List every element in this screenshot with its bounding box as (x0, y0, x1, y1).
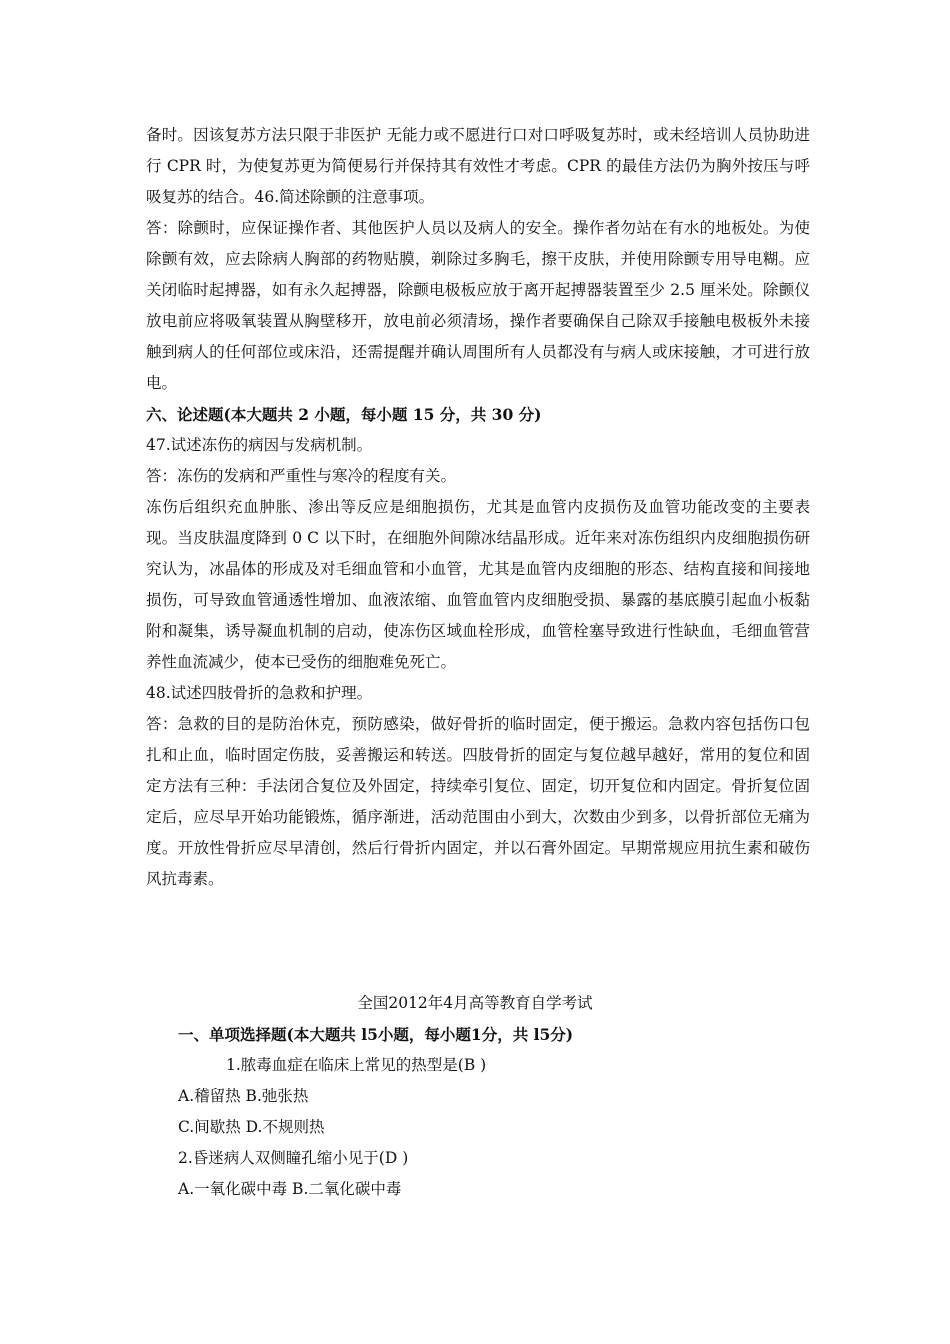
answer-47-body: 冻伤后组织充血肿胀、渗出等反应是细胞损伤，尤其是血管内皮损伤及血管功能改变的主要表现。当皮肤温度降到 0 C 以下时，在细胞外间隙冰结晶形成。近年来对冻伤组织内皮细胞损伤研究认为，冰晶体的形成及对毛细血管和小血管，尤其是血管内皮细胞的形态、结构直接和间接地损伤，可导致血管通透性增加、血液浓缩、血管血管内皮细胞受损、暴露的基底膜引起血小板黏附和凝集，诱导凝血机制的启动，使冻伤区域血栓形成，血管栓塞导致进行性缺血，毛细血管营养性血流减少，使本已受伤的细胞难免死亡。 (146, 498, 810, 671)
paragraph-defibrillation-answer: 答：除颤时，应保证操作者、其他医护人员以及病人的安全。操作者勿站在有水的地板处。为使除颤有效，应去除病人胸部的药物贴膜，剃除过多胸毛，擦干皮肤，并使用除颤专用导电糊。应关闭临时起搏器，如有永久起搏器，除颤电极板应放于离开起搏器装置至少 2.5 厘米处。除颤仪放电前应将吸氧装置从胸壁移开，放电前必须清场，操作者要确保自己除双手接触电极板外未接触到病人的任何部位或床沿，还需提醒并确认周围所有人员都没有与病人或床接触，才可进行放电。 (146, 219, 810, 392)
question-1: 1.脓毒血症在临床上常见的热型是(B ) (226, 1056, 487, 1074)
question-47: 47.试述冻伤的病因与发病机制。 (146, 436, 373, 454)
section-heading-essay: 六、论述题(本大题共 2 小题，每小题 15 分，共 30 分) (146, 405, 542, 424)
answer-47-intro: 答：冻伤的发病和严重性与寒冷的程度有关。 (146, 467, 457, 485)
answer-block-top (146, 120, 810, 895)
question-1-options-ab: A.稽留热 B.弛张热 (178, 1087, 309, 1105)
exam-title: 全国2012年4月高等教育自学考试 (357, 994, 593, 1012)
question-1-options-cd: C.间歇热 D.不规则热 (178, 1118, 325, 1136)
answer-48: 答：急救的目的是防治休克，预防感染，做好骨折的临时固定，便于搬运。急救内容包括伤口包扎和止血，临时固定伤肢，妥善搬运和转送。四肢骨折的固定与复位越早越好，常用的复位和固定方法有三种：手法闭合复位及外固定，持续牵引复位、固定，切开复位和内固定。骨折复位固定后，应尽早开始功能锻炼，循序渐进，活动范围由小到大，次数由少到多，以骨折部位无痛为度。开放性骨折应尽早清创，然后行骨折内固定，并以石膏外固定。早期常规应用抗生素和破伤风抗毒素。 (146, 715, 810, 888)
paragraph-cpr: 备时。因该复苏方法只限于非医护 无能力或不愿进行口对口呼吸复苏时，或未经培训人员协助进行 CPR 时，为使复苏更为简便易行并保持其有效性才考虑。CPR 的最佳方法仍为胸外按压与呼吸复苏的结合。46.简述除颤的注意事项。 (146, 126, 810, 206)
question-2-options-ab: A.一氧化碳中毒 B.二氧化碳中毒 (178, 1180, 402, 1198)
exam-questions-block (178, 1019, 818, 1205)
question-2: 2.昏迷病人双侧瞳孔缩小见于(D ) (178, 1149, 409, 1167)
part-heading-single-choice: 一、单项选择题(本大题共 l5小题，每小题1分，共 l5分) (178, 1025, 574, 1044)
question-48: 48.试述四肢骨折的急救和护理。 (146, 684, 373, 702)
